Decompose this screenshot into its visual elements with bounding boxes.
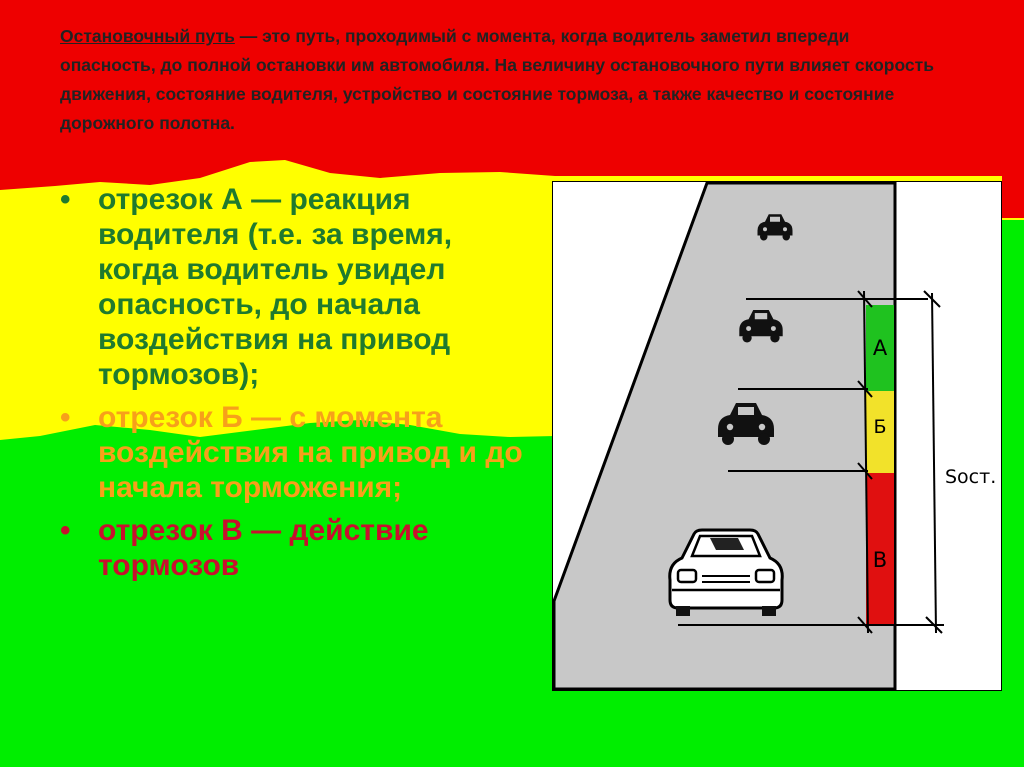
list-item-segment-b (60, 400, 530, 505)
bullet-marker: • (60, 514, 71, 547)
bullet-marker: • (60, 401, 71, 434)
list-item-segment-a (60, 182, 530, 392)
intro-text: — это путь, проходимый с момента, когда водитель заметил впереди опасность, до полной остановки им автомобиля. На величину остановочного пути влияет скорость движения, состояние водителя, устройство и состояние тормоза, а также качество и состояние дорожного полотна. (60, 26, 934, 133)
intro-paragraph (60, 22, 940, 138)
list-item-text: отрезок Б — с момента воздействия на привод и до начала торможения; (98, 401, 523, 504)
segment-b-label: Б (873, 416, 887, 438)
total-distance-label: Sост. (945, 466, 997, 488)
stopping-distance-diagram (552, 181, 1002, 691)
list-item-text: отрезок В — действие тормозов (98, 514, 429, 582)
segment-list (60, 182, 530, 591)
list-item-text: отрезок А — реакция водителя (т.е. за время, когда водитель увидел опасность, до начала воздействия на привод тормозов); (98, 183, 453, 391)
intro-term: Остановочный путь (60, 26, 235, 46)
bullet-marker: • (60, 183, 71, 216)
segment-a-label: А (872, 336, 888, 360)
list-item-segment-c (60, 513, 530, 583)
segment-c-label: В (872, 548, 888, 572)
